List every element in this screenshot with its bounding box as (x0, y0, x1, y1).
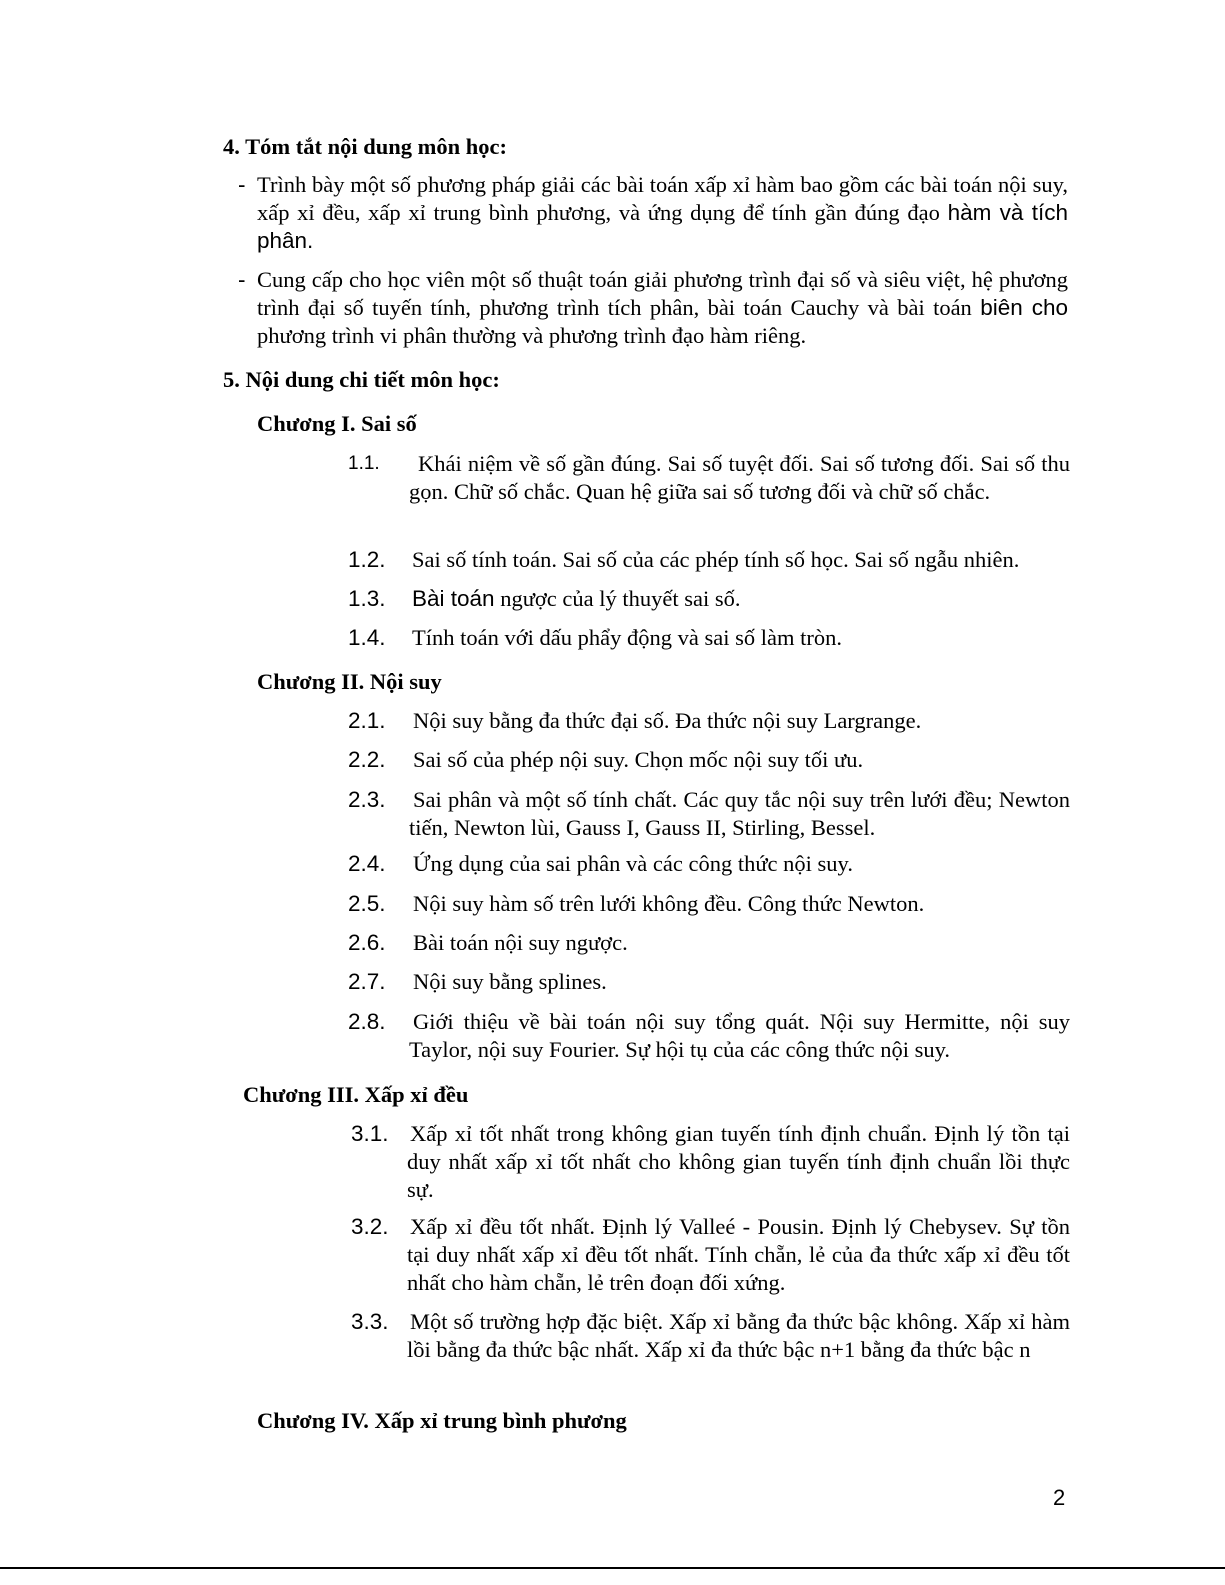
item-text: Nội suy bằng đa thức đại số. Đa thức nội suy Largrange. (413, 708, 922, 733)
chapter-item (348, 1008, 1070, 1064)
chapter-item (348, 890, 1070, 918)
item-number: 2.6. (348, 930, 386, 955)
item-text: Một số trường hợp đặc biệt. Xấp xỉ bằng đa thức bậc không. Xấp xỉ hàm lồi bằng đa thức bậc nhất. Xấp xỉ đa thức bậc n+1 bằng đa thức bậc n (407, 1309, 1070, 1362)
item-text: ngược của lý thuyết sai số. (494, 586, 741, 611)
chapter-item (348, 707, 1070, 735)
section-5-heading: 5. Nội dung chi tiết môn học: (223, 367, 500, 392)
bullet-text-tail: phương trình vi phân thường và phương trình đạo hàm riêng. (257, 323, 807, 348)
chapter-item (348, 746, 1070, 774)
item-number: 2.5. (348, 891, 386, 916)
item-text: Sai số của phép nội suy. Chọn mốc nội suy tối ưu. (413, 747, 864, 772)
item-text: Xấp xỉ đều tốt nhất. Định lý Valleé - Pousin. Định lý Chebysev. Sự tồn tại duy nhất xấp xỉ đều tốt nhất. Tính chẵn, lẻ của đa thức xấp xỉ đều tốt nhất cho hàm chẵn, lẻ trên đoạn đối xứng. (407, 1214, 1070, 1295)
item-text: Nội suy hàm số trên lưới không đều. Công thức Newton. (413, 891, 925, 916)
item-number: 1.3. (348, 586, 386, 611)
bottom-border (0, 1567, 1225, 1569)
chapter-item (348, 850, 1070, 878)
item-text-sans: Bài toán (412, 586, 495, 611)
chapter-item (351, 1308, 1070, 1364)
chapter-item (348, 929, 1070, 957)
chapter-item (348, 585, 1070, 613)
item-text: Bài toán nội suy ngược. (413, 930, 628, 955)
item-number: 3.2. (351, 1214, 389, 1239)
bullet-text-tail: hàm và tích phân. (257, 200, 1069, 253)
summary-bullet (238, 266, 1068, 350)
chapter-item (351, 1120, 1070, 1204)
item-number: 2.2. (348, 747, 386, 772)
item-number: 2.8. (348, 1009, 386, 1034)
item-number: 2.3. (348, 787, 386, 812)
bullet-text: Trình bày một số phương pháp giải các bài toán xấp xỉ hàm bao gồm các bài toán nội suy, xấp xỉ đều, xấp xỉ trung bình phương, và ứng dụng để tính gần đúng đạo (257, 172, 1068, 225)
bullet-text-sans: biên cho (980, 295, 1068, 320)
item-number: 2.1. (348, 708, 386, 733)
item-number: 2.4. (348, 851, 386, 876)
page-number: 2 (1053, 1485, 1066, 1510)
chapter-item (348, 786, 1070, 842)
bullet-text: Cung cấp cho học viên một số thuật toán giải phương trình đại số và siêu việt, hệ phương trình đại số tuyến tính, phương trình tích phân, bài toán Cauchy và bài toán (257, 267, 1068, 320)
bullet-dash: - (238, 267, 246, 292)
item-number: 3.3. (351, 1309, 389, 1334)
item-text: Tính toán với dấu phẩy động và sai số làm tròn. (412, 625, 842, 650)
chapter-2-title: Chương II. Nội suy (257, 669, 442, 694)
item-number: 1.2. (348, 547, 386, 572)
chapter-item (348, 546, 1070, 574)
item-text: Sai phân và một số tính chất. Các quy tắc nội suy trên lưới đều; Newton tiến, Newton lùi, Gauss I, Gauss II, Stirling, Bessel. (409, 787, 1070, 840)
chapter-1-title: Chương I. Sai số (257, 411, 417, 436)
item-number: 1.4. (348, 625, 386, 650)
item-text: Giới thiệu về bài toán nội suy tổng quát. Nội suy Hermitte, nội suy Taylor, nội suy Fourier. Sự hội tụ của các công thức nội suy. (409, 1009, 1070, 1062)
item-number: 1.1. (348, 453, 380, 474)
item-text: Xấp xỉ tốt nhất trong không gian tuyến tính định chuẩn. Định lý tồn tại duy nhất xấp xỉ tốt nhất cho không gian tuyến tính định chuẩn lồi thực sự. (407, 1121, 1070, 1202)
item-text: Sai số tính toán. Sai số của các phép tính số học. Sai số ngẫu nhiên. (412, 547, 1020, 572)
chapter-item (348, 450, 1070, 506)
item-text: Nội suy bằng splines. (413, 969, 607, 994)
item-text: Ứng dụng của sai phân và các công thức nội suy. (413, 851, 853, 876)
summary-bullet (238, 171, 1068, 255)
chapter-3-title: Chương III. Xấp xỉ đều (243, 1082, 469, 1107)
item-number: 3.1. (351, 1121, 389, 1146)
chapter-item (348, 624, 1070, 652)
chapter-item (348, 968, 1070, 996)
item-number: 2.7. (348, 969, 386, 994)
item-text: Khái niệm về số gần đúng. Sai số tuyệt đối. Sai số tương đối. Sai số thu gọn. Chữ số chắc. Quan hệ giữa sai số tương đối và chữ số chắc. (409, 451, 1070, 504)
chapter-item (351, 1213, 1070, 1297)
chapter-4-title: Chương IV. Xấp xỉ trung bình phương (257, 1408, 627, 1433)
bullet-dash: - (238, 172, 246, 197)
section-4-heading: 4. Tóm tắt nội dung môn học: (223, 134, 508, 159)
